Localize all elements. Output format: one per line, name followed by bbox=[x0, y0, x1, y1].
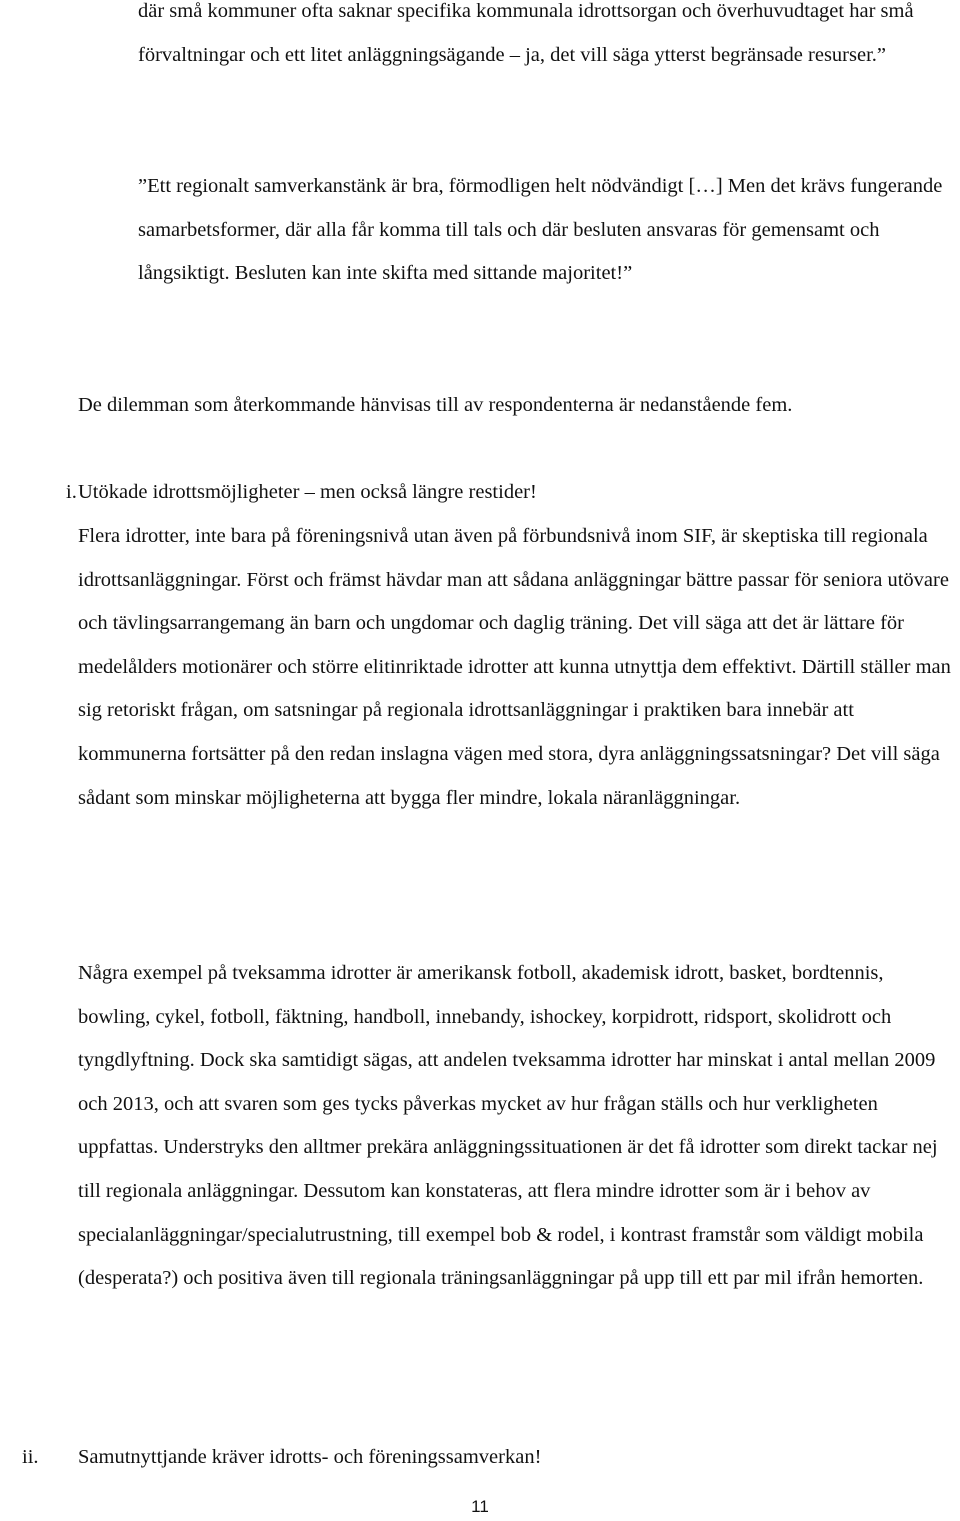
quote-regional-collaboration: ”Ett regionalt samverkanstänk är bra, förmodligen helt nödvändigt […] Men det krävs fungerande samarbetsformer, där alla får komma till tals och där besluten ansvaras för gemensamt och långsiktigt. Besluten kan inte skifta med sittande majoritet!” bbox=[138, 175, 943, 285]
dilemma-heading-1: Utökade idrottsmöjligheter – men också längre restider! bbox=[78, 481, 537, 503]
dilemma-numeral-2: ii. bbox=[22, 1446, 39, 1468]
dilemma-1-paragraph-2: Några exempel på tveksamma idrotter är amerikansk fotboll, akademisk idrott, basket, bordtennis, bowling, cykel, fotboll, fäktning, handboll, innebandy, ishockey, korpidrott, ridsport, skolidrott och tyngdlyftning. Dock ska samtidigt sägas, att andelen tveksamma idrotter har minskat i antal mellan 2009 och 2013, och att svaren som ges tycks påverkas mycket av hur frågan ställs och hur verkligheten uppfattas. Understryks den alltmer prekära anläggningssituationen är det få idrotter som direkt tackar nej till regionala anläggningar. Dessutom kan konstateras, att flera mindre idrotter som är i behov av specialanläggningar/specialutrustning, till exempel bob & rodel, i kontrast framstår som väldigt mobila (desperata?) och positiva även till regionala träningsanläggningar på upp till ett par mil ifrån hemorten. bbox=[78, 962, 938, 1290]
dilemma-1-paragraph-1: Flera idrotter, inte bara på föreningsnivå utan även på förbundsnivå inom SIF, är skeptiska till regionala idrottsanläggningar. Först och främst hävdar man att sådana anläggningar bättre passar för seniora utövare och tävlingsarrangemang än barn och ungdomar och daglig träning. Det vill säga att det är lättare för medelålders motionärer och större elitinriktade idrotter att kunna utnyttja dem effektivt. Därtill ställer man sig retoriskt frågan, om satsningar på regionala idrottsanläggningar i praktiken bara innebär att kommunerna fortsätter på den redan inslagna vägen med stora, dyra anläggningssatsningar? Det vill säga sådant som minskar möjligheterna att bygga fler mindre, lokala näranläggningar. bbox=[78, 525, 951, 809]
page-number: 11 bbox=[471, 1497, 489, 1516]
dilemma-numeral-1: i. bbox=[66, 481, 77, 503]
intro-sentence: De dilemman som återkommande hänvisas till av respondenterna är nedanstående fem. bbox=[78, 394, 793, 416]
quote-continued: där små kommuner ofta saknar specifika kommunala idrottsorgan och överhuvudtaget har små förvaltningar och ett litet anläggningsägande – ja, det vill säga ytterst begränsade resurser.” bbox=[138, 0, 914, 66]
dilemma-heading-2: Samutnyttjande kräver idrotts- och föreningssamverkan! bbox=[78, 1446, 542, 1468]
